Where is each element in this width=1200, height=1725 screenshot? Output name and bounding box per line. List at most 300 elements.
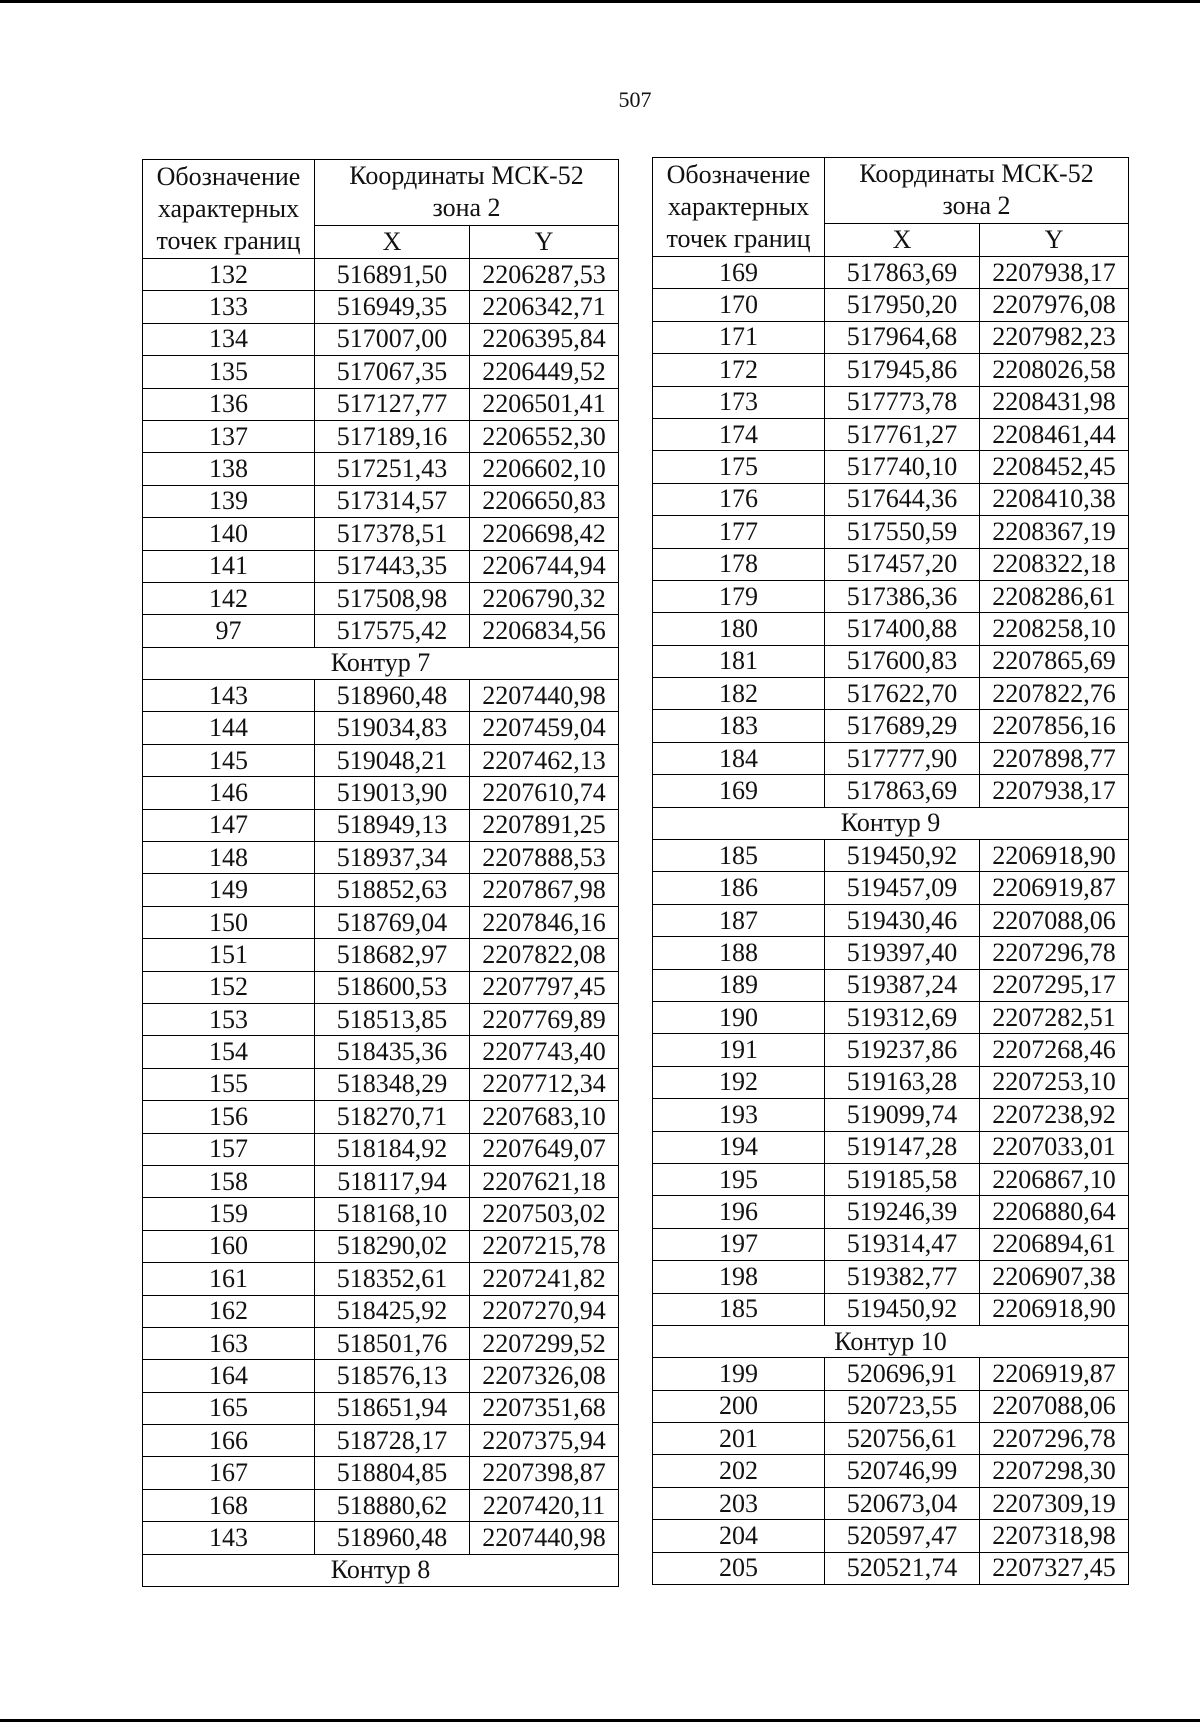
- x-coordinate-cell: 518852,63: [315, 874, 470, 906]
- y-coordinate-cell: 2207268,46: [980, 1034, 1129, 1066]
- x-coordinate-cell: 519034,83: [315, 712, 470, 744]
- table-row: [143, 777, 619, 809]
- point-code-cell: 140: [143, 518, 315, 550]
- point-code-cell: 156: [143, 1101, 315, 1133]
- point-code-cell: 153: [143, 1003, 315, 1035]
- point-code-cell: 133: [143, 291, 315, 323]
- y-coordinate-cell: 2207822,08: [470, 939, 619, 971]
- table-row: [143, 518, 619, 550]
- table-row: [143, 291, 619, 323]
- table-row: [653, 1196, 1129, 1228]
- x-coordinate-cell: 518270,71: [315, 1101, 470, 1133]
- table-row: [653, 872, 1129, 904]
- table-row: [653, 1293, 1129, 1325]
- x-coordinate-cell: 517457,20: [825, 548, 980, 580]
- y-column-header: Y: [980, 223, 1129, 256]
- point-code-cell: 169: [653, 775, 825, 807]
- point-code-cell: 196: [653, 1196, 825, 1228]
- point-code-cell: 97: [143, 615, 315, 647]
- point-code-header-line: точек границ: [666, 224, 811, 253]
- contour-label: Контур 7: [143, 647, 619, 679]
- y-coordinate-cell: 2206918,90: [980, 1293, 1129, 1325]
- point-code-cell: 188: [653, 937, 825, 969]
- coordinates-table-left: [142, 159, 619, 1587]
- x-coordinate-cell: 516891,50: [315, 259, 470, 291]
- point-code-cell: 168: [143, 1489, 315, 1521]
- table-row: [653, 321, 1129, 353]
- x-coordinate-cell: 518168,10: [315, 1198, 470, 1230]
- coordinates-table-right: [652, 157, 1129, 1585]
- table-row: [143, 906, 619, 938]
- x-coordinate-cell: 518184,92: [315, 1133, 470, 1165]
- y-coordinate-cell: 2207867,98: [470, 874, 619, 906]
- x-coordinate-cell: 517600,83: [825, 645, 980, 677]
- table-row: [653, 1487, 1129, 1519]
- x-coordinate-cell: 518651,94: [315, 1392, 470, 1424]
- point-code-cell: 199: [653, 1358, 825, 1390]
- x-coordinate-cell: 519185,58: [825, 1163, 980, 1195]
- x-coordinate-cell: 517773,78: [825, 386, 980, 418]
- y-coordinate-cell: 2207888,53: [470, 842, 619, 874]
- x-coordinate-cell: 520597,47: [825, 1520, 980, 1552]
- contour-label: Контур 8: [143, 1554, 619, 1586]
- y-coordinate-cell: 2207299,52: [470, 1327, 619, 1359]
- table-row: [143, 1198, 619, 1230]
- table-row: [143, 680, 619, 712]
- y-coordinate-cell: 2207865,69: [980, 645, 1129, 677]
- x-coordinate-cell: 517443,35: [315, 550, 470, 582]
- point-code-header-line: характерных: [157, 194, 300, 223]
- x-coordinate-cell: 517386,36: [825, 580, 980, 612]
- table-row: [653, 1131, 1129, 1163]
- x-coordinate-cell: 520756,61: [825, 1423, 980, 1455]
- table-row: [143, 1036, 619, 1068]
- point-code-cell: 160: [143, 1230, 315, 1262]
- point-code-cell: 195: [653, 1163, 825, 1195]
- y-coordinate-cell: 2207327,45: [980, 1552, 1129, 1584]
- x-coordinate-cell: 519397,40: [825, 937, 980, 969]
- x-coordinate-cell: 519147,28: [825, 1131, 980, 1163]
- x-coordinate-cell: 519387,24: [825, 969, 980, 1001]
- x-coordinate-cell: 518290,02: [315, 1230, 470, 1262]
- table-row: [653, 937, 1129, 969]
- point-code-cell: 177: [653, 516, 825, 548]
- y-coordinate-cell: 2206919,87: [980, 872, 1129, 904]
- x-coordinate-cell: 518501,76: [315, 1327, 470, 1359]
- table-row: [143, 1360, 619, 1392]
- table-row: [653, 742, 1129, 774]
- x-coordinate-cell: 517644,36: [825, 483, 980, 515]
- y-coordinate-cell: 2206552,30: [470, 420, 619, 452]
- point-code-header-line: Обозначение: [156, 162, 301, 191]
- x-coordinate-cell: 519457,09: [825, 872, 980, 904]
- point-code-cell: 170: [653, 289, 825, 321]
- x-coordinate-cell: 517067,35: [315, 356, 470, 388]
- point-code-header-line: характерных: [667, 192, 810, 221]
- table-row: [143, 744, 619, 776]
- y-coordinate-cell: 2208258,10: [980, 613, 1129, 645]
- point-code-cell: 144: [143, 712, 315, 744]
- y-coordinate-cell: 2207375,94: [470, 1425, 619, 1457]
- x-coordinate-cell: 517863,69: [825, 257, 980, 289]
- point-code-cell: 192: [653, 1066, 825, 1098]
- y-coordinate-cell: 2206650,83: [470, 485, 619, 517]
- y-coordinate-cell: 2207891,25: [470, 809, 619, 841]
- point-code-cell: 187: [653, 904, 825, 936]
- y-coordinate-cell: 2207238,92: [980, 1099, 1129, 1131]
- x-coordinate-cell: 518728,17: [315, 1425, 470, 1457]
- point-code-cell: 174: [653, 418, 825, 450]
- point-code-cell: 189: [653, 969, 825, 1001]
- table-row: [653, 580, 1129, 612]
- table-row: [653, 1390, 1129, 1422]
- table-row: [143, 323, 619, 355]
- x-coordinate-cell: 518600,53: [315, 971, 470, 1003]
- x-coordinate-cell: 519163,28: [825, 1066, 980, 1098]
- y-coordinate-cell: 2207326,08: [470, 1360, 619, 1392]
- table-row: [143, 550, 619, 582]
- y-coordinate-cell: 2208452,45: [980, 451, 1129, 483]
- coordinates-header-line: зона 2: [942, 191, 1011, 221]
- point-code-cell: 152: [143, 971, 315, 1003]
- x-coordinate-cell: 517508,98: [315, 582, 470, 614]
- point-code-cell: 142: [143, 582, 315, 614]
- x-coordinate-cell: 518880,62: [315, 1489, 470, 1521]
- table-row: [143, 1003, 619, 1035]
- x-coordinate-cell: 519099,74: [825, 1099, 980, 1131]
- x-coordinate-cell: 517251,43: [315, 453, 470, 485]
- y-coordinate-cell: 2207462,13: [470, 744, 619, 776]
- x-column-header: X: [315, 225, 470, 258]
- table-row: [653, 418, 1129, 450]
- y-coordinate-cell: 2207822,76: [980, 678, 1129, 710]
- table-row: [143, 615, 619, 647]
- y-coordinate-cell: 2207898,77: [980, 742, 1129, 774]
- x-coordinate-cell: 518769,04: [315, 906, 470, 938]
- point-code-cell: 138: [143, 453, 315, 485]
- x-coordinate-cell: 519314,47: [825, 1228, 980, 1260]
- point-code-header: [653, 158, 825, 257]
- point-code-cell: 205: [653, 1552, 825, 1584]
- y-coordinate-cell: 2208322,18: [980, 548, 1129, 580]
- y-coordinate-cell: 2206894,61: [980, 1228, 1129, 1260]
- point-code-cell: 139: [143, 485, 315, 517]
- point-code-cell: 204: [653, 1520, 825, 1552]
- coordinates-header: [825, 158, 1129, 224]
- table-row: [143, 420, 619, 452]
- point-code-cell: 182: [653, 678, 825, 710]
- x-coordinate-cell: 516949,35: [315, 291, 470, 323]
- y-coordinate-cell: 2207295,17: [980, 969, 1129, 1001]
- point-code-cell: 143: [143, 1522, 315, 1554]
- y-coordinate-cell: 2207503,02: [470, 1198, 619, 1230]
- x-coordinate-cell: 518960,48: [315, 1522, 470, 1554]
- point-code-cell: 202: [653, 1455, 825, 1487]
- x-coordinate-cell: 517400,88: [825, 613, 980, 645]
- y-coordinate-cell: 2207033,01: [980, 1131, 1129, 1163]
- y-coordinate-cell: 2206834,56: [470, 615, 619, 647]
- x-coordinate-cell: 519382,77: [825, 1261, 980, 1293]
- x-coordinate-cell: 517550,59: [825, 516, 980, 548]
- table-row: [653, 1552, 1129, 1584]
- y-coordinate-cell: 2207296,78: [980, 937, 1129, 969]
- contour-label: Контур 10: [653, 1325, 1129, 1357]
- y-coordinate-cell: 2207610,74: [470, 777, 619, 809]
- x-coordinate-cell: 518682,97: [315, 939, 470, 971]
- point-code-cell: 154: [143, 1036, 315, 1068]
- point-code-cell: 178: [653, 548, 825, 580]
- point-code-cell: 136: [143, 388, 315, 420]
- x-coordinate-cell: 519450,92: [825, 840, 980, 872]
- point-code-cell: 147: [143, 809, 315, 841]
- y-coordinate-cell: 2207241,82: [470, 1263, 619, 1295]
- x-coordinate-cell: 517127,77: [315, 388, 470, 420]
- y-coordinate-cell: 2207398,87: [470, 1457, 619, 1489]
- point-code-cell: 158: [143, 1165, 315, 1197]
- x-coordinate-cell: 520696,91: [825, 1358, 980, 1390]
- x-coordinate-cell: 519237,86: [825, 1034, 980, 1066]
- table-row: [653, 613, 1129, 645]
- y-coordinate-cell: 2206907,38: [980, 1261, 1129, 1293]
- y-coordinate-cell: 2208410,38: [980, 483, 1129, 515]
- point-code-cell: 146: [143, 777, 315, 809]
- page-bottom-edge: [0, 1719, 1200, 1722]
- table-row: [653, 1228, 1129, 1260]
- y-coordinate-cell: 2207440,98: [470, 680, 619, 712]
- table-row: [653, 710, 1129, 742]
- table-row: [653, 1099, 1129, 1131]
- point-code-cell: 155: [143, 1068, 315, 1100]
- x-coordinate-cell: 517189,16: [315, 420, 470, 452]
- table-row: [143, 1295, 619, 1327]
- table-row: [143, 971, 619, 1003]
- table-row: [653, 1423, 1129, 1455]
- point-code-cell: 186: [653, 872, 825, 904]
- table-row: [143, 1101, 619, 1133]
- point-code-cell: 150: [143, 906, 315, 938]
- table-row: [143, 1489, 619, 1521]
- table-row: [143, 388, 619, 420]
- x-coordinate-cell: 518348,29: [315, 1068, 470, 1100]
- table-row: [653, 354, 1129, 386]
- table-row: [143, 1327, 619, 1359]
- page-top-edge: [0, 0, 1200, 3]
- y-coordinate-cell: 2207797,45: [470, 971, 619, 1003]
- x-coordinate-cell: 518117,94: [315, 1165, 470, 1197]
- y-coordinate-cell: 2207856,16: [980, 710, 1129, 742]
- x-coordinate-cell: 518949,13: [315, 809, 470, 841]
- point-code-cell: 134: [143, 323, 315, 355]
- point-code-cell: 175: [653, 451, 825, 483]
- table-row: [653, 548, 1129, 580]
- x-coordinate-cell: 518960,48: [315, 680, 470, 712]
- x-coordinate-cell: 520746,99: [825, 1455, 980, 1487]
- x-coordinate-cell: 520521,74: [825, 1552, 980, 1584]
- x-coordinate-cell: 519048,21: [315, 744, 470, 776]
- x-coordinate-cell: 517622,70: [825, 678, 980, 710]
- y-coordinate-cell: 2207769,89: [470, 1003, 619, 1035]
- y-coordinate-cell: 2206501,41: [470, 388, 619, 420]
- point-code-cell: 185: [653, 840, 825, 872]
- x-coordinate-cell: 517964,68: [825, 321, 980, 353]
- y-coordinate-cell: 2207215,78: [470, 1230, 619, 1262]
- y-coordinate-cell: 2207649,07: [470, 1133, 619, 1165]
- y-coordinate-cell: 2208461,44: [980, 418, 1129, 450]
- table-row: [653, 678, 1129, 710]
- table-row: [653, 1066, 1129, 1098]
- y-coordinate-cell: 2207621,18: [470, 1165, 619, 1197]
- x-coordinate-cell: 519430,46: [825, 904, 980, 936]
- point-code-cell: 161: [143, 1263, 315, 1295]
- y-coordinate-cell: 2207938,17: [980, 257, 1129, 289]
- y-coordinate-cell: 2206698,42: [470, 518, 619, 550]
- point-code-cell: 141: [143, 550, 315, 582]
- y-column-header: Y: [470, 225, 619, 258]
- table-row: [653, 1163, 1129, 1195]
- coordinates-header-line: зона 2: [432, 193, 501, 223]
- x-coordinate-cell: 517007,00: [315, 323, 470, 355]
- point-code-cell: 169: [653, 257, 825, 289]
- table-row: [143, 1457, 619, 1489]
- table-row: [143, 1230, 619, 1262]
- contour-row: [143, 647, 619, 679]
- x-coordinate-cell: 518435,36: [315, 1036, 470, 1068]
- y-coordinate-cell: 2207318,98: [980, 1520, 1129, 1552]
- table-row: [653, 1358, 1129, 1390]
- x-coordinate-cell: 517575,42: [315, 615, 470, 647]
- x-coordinate-cell: 518352,61: [315, 1263, 470, 1295]
- y-coordinate-cell: 2207982,23: [980, 321, 1129, 353]
- x-coordinate-cell: 517689,29: [825, 710, 980, 742]
- x-coordinate-cell: 517777,90: [825, 742, 980, 774]
- y-coordinate-cell: 2207298,30: [980, 1455, 1129, 1487]
- y-coordinate-cell: 2206744,94: [470, 550, 619, 582]
- x-coordinate-cell: 519312,69: [825, 1001, 980, 1033]
- table-row: [143, 842, 619, 874]
- point-code-cell: 198: [653, 1261, 825, 1293]
- table-row: [653, 775, 1129, 807]
- point-code-cell: 179: [653, 580, 825, 612]
- table-row: [143, 712, 619, 744]
- table-row: [653, 969, 1129, 1001]
- contour-row: [653, 1325, 1129, 1357]
- y-coordinate-cell: 2207296,78: [980, 1423, 1129, 1455]
- table-row: [143, 1425, 619, 1457]
- table-row: [143, 485, 619, 517]
- x-coordinate-cell: 518513,85: [315, 1003, 470, 1035]
- point-code-cell: 190: [653, 1001, 825, 1033]
- coordinates-header-line: Координаты МСК-52: [349, 161, 584, 191]
- x-coordinate-cell: 520673,04: [825, 1487, 980, 1519]
- x-coordinate-cell: 518937,34: [315, 842, 470, 874]
- table-row: [653, 1520, 1129, 1552]
- y-coordinate-cell: 2207270,94: [470, 1295, 619, 1327]
- point-code-cell: 148: [143, 842, 315, 874]
- y-coordinate-cell: 2207253,10: [980, 1066, 1129, 1098]
- y-coordinate-cell: 2207309,19: [980, 1487, 1129, 1519]
- table-row: [653, 1455, 1129, 1487]
- x-coordinate-cell: 518425,92: [315, 1295, 470, 1327]
- x-coordinate-cell: 517740,10: [825, 451, 980, 483]
- point-code-cell: 137: [143, 420, 315, 452]
- y-coordinate-cell: 2208286,61: [980, 580, 1129, 612]
- x-coordinate-cell: 517945,86: [825, 354, 980, 386]
- point-code-cell: 194: [653, 1131, 825, 1163]
- point-code-cell: 135: [143, 356, 315, 388]
- x-coordinate-cell: 517761,27: [825, 418, 980, 450]
- point-code-cell: 149: [143, 874, 315, 906]
- y-coordinate-cell: 2207976,08: [980, 289, 1129, 321]
- table-row: [653, 386, 1129, 418]
- coordinates-header-line: Координаты МСК-52: [859, 159, 1094, 189]
- table-row: [653, 516, 1129, 548]
- x-coordinate-cell: 517378,51: [315, 518, 470, 550]
- point-code-cell: 201: [653, 1423, 825, 1455]
- y-coordinate-cell: 2207712,34: [470, 1068, 619, 1100]
- point-code-cell: 176: [653, 483, 825, 515]
- y-coordinate-cell: 2206395,84: [470, 323, 619, 355]
- y-coordinate-cell: 2206602,10: [470, 453, 619, 485]
- table-row: [653, 904, 1129, 936]
- y-coordinate-cell: 2207351,68: [470, 1392, 619, 1424]
- point-code-cell: 203: [653, 1487, 825, 1519]
- table-row: [143, 874, 619, 906]
- y-coordinate-cell: 2207440,98: [470, 1522, 619, 1554]
- point-code-cell: 185: [653, 1293, 825, 1325]
- x-coordinate-cell: 519246,39: [825, 1196, 980, 1228]
- x-coordinate-cell: 517950,20: [825, 289, 980, 321]
- contour-label: Контур 9: [653, 807, 1129, 839]
- table-row: [143, 1133, 619, 1165]
- y-coordinate-cell: 2207088,06: [980, 1390, 1129, 1422]
- point-code-header-line: Обозначение: [666, 160, 811, 189]
- table-row: [143, 1068, 619, 1100]
- y-coordinate-cell: 2206880,64: [980, 1196, 1129, 1228]
- page-number: 507: [618, 87, 652, 112]
- point-code-cell: 181: [653, 645, 825, 677]
- table-row: [653, 1034, 1129, 1066]
- y-coordinate-cell: 2207459,04: [470, 712, 619, 744]
- table-row: [653, 289, 1129, 321]
- table-row: [143, 1392, 619, 1424]
- point-code-cell: 165: [143, 1392, 315, 1424]
- point-code-cell: 184: [653, 742, 825, 774]
- y-coordinate-cell: 2208431,98: [980, 386, 1129, 418]
- table-row: [143, 939, 619, 971]
- table-row: [653, 451, 1129, 483]
- contour-row: [653, 807, 1129, 839]
- y-coordinate-cell: 2208367,19: [980, 516, 1129, 548]
- table-row: [143, 809, 619, 841]
- table-row: [143, 259, 619, 291]
- y-coordinate-cell: 2207282,51: [980, 1001, 1129, 1033]
- point-code-cell: 143: [143, 680, 315, 712]
- table-row: [143, 356, 619, 388]
- point-code-header-line: точек границ: [156, 226, 301, 255]
- point-code-cell: 151: [143, 939, 315, 971]
- y-coordinate-cell: 2207938,17: [980, 775, 1129, 807]
- point-code-cell: 197: [653, 1228, 825, 1260]
- y-coordinate-cell: 2207683,10: [470, 1101, 619, 1133]
- x-coordinate-cell: 518804,85: [315, 1457, 470, 1489]
- contour-row: [143, 1554, 619, 1586]
- table-row: [653, 645, 1129, 677]
- coordinates-header: [315, 160, 619, 226]
- x-coordinate-cell: 517863,69: [825, 775, 980, 807]
- table-row: [143, 453, 619, 485]
- point-code-cell: 159: [143, 1198, 315, 1230]
- point-code-cell: 171: [653, 321, 825, 353]
